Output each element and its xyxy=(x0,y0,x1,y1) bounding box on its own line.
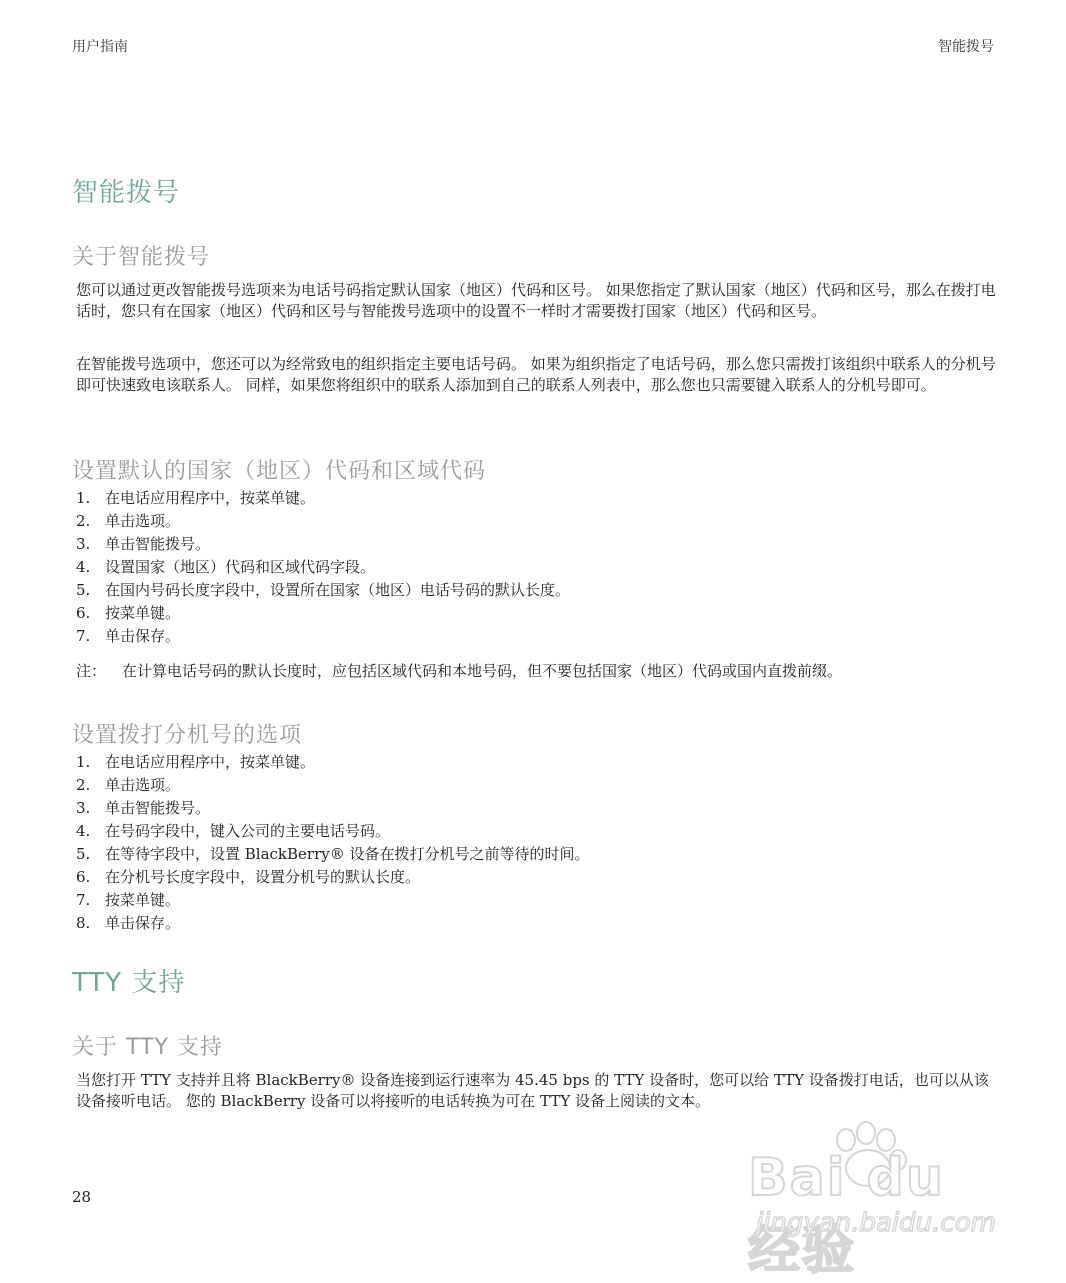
step-number: 6. xyxy=(76,604,91,622)
header-doc-title: 用户指南 xyxy=(72,39,128,55)
step-text: 在国内号码长度字段中，设置所在国家（地区）电话号码的默认长度。 xyxy=(105,581,571,599)
default-codes-step xyxy=(76,556,996,579)
step-number: 4. xyxy=(76,822,91,840)
step-text: 单击保存。 xyxy=(105,627,181,645)
section-title-tty: TTY 支持 xyxy=(72,968,186,998)
default-codes-step xyxy=(76,579,996,602)
step-text: 在电话应用程序中，按菜单键。 xyxy=(105,489,316,507)
step-text: 在分机号长度字段中，设置分机号的默认长度。 xyxy=(105,868,421,886)
default-codes-step xyxy=(76,510,996,533)
step-number: 2. xyxy=(76,512,91,530)
step-number: 7. xyxy=(76,891,91,909)
extension-step xyxy=(76,912,996,935)
note xyxy=(76,661,1016,682)
step-number: 2. xyxy=(76,776,91,794)
default-codes-step xyxy=(76,487,996,510)
default-codes-step xyxy=(76,625,996,648)
step-number: 3. xyxy=(76,535,91,553)
step-text: 在号码字段中，键入公司的主要电话号码。 xyxy=(105,822,391,840)
step-number: 1. xyxy=(76,753,91,771)
step-text: 单击智能拨号。 xyxy=(105,535,211,553)
step-number: 8. xyxy=(76,914,91,932)
tty-paragraph: 当您打开 TTY 支持并且将 BlackBerry® 设备连接到运行速率为 45.45 bps 的 TTY 设备时，您可以给 TTY 设备拨打电话，也可以从该设备接听电话。 您的 BlackBerry 设备可以将接听的电话转换为可在 TTY 设备上阅读的文本。 xyxy=(76,1071,989,1110)
subsection-title-extension: 设置拨打分机号的选项 xyxy=(72,723,303,748)
step-number: 3. xyxy=(76,799,91,817)
watermark-url: jingyan.baidu.com xyxy=(756,1208,996,1238)
note-label: 注： xyxy=(76,662,107,680)
extension-step xyxy=(76,820,996,843)
about-paragraph-2: 在智能拨号选项中，您还可以为经常致电的组织指定主要电话号码。 如果为组织指定了电话号码，那么您只需拨打该组织中联系人的分机号即可快速致电该联系人。 同样，如果您将组织中的联系人添加到自己的联系人列表中，那么您也只需要键入联系人的分机号即可。 xyxy=(76,355,996,394)
page-number: 28 xyxy=(72,1188,92,1206)
about-paragraph-1: 您可以通过更改智能拨号选项来为电话号码指定默认国家（地区）代码和区号。 如果您指定了默认国家（地区）代码和区号，那么在拨打电话时，您只有在国家（地区）代码和区号与智能拨号选项中的设置不一样时才需要拨打国家（地区）代码和区号。 xyxy=(76,281,996,320)
step-text: 单击智能拨号。 xyxy=(105,799,211,817)
section-title-smart-dial: 智能拨号 xyxy=(72,178,181,208)
extension-step xyxy=(76,843,996,866)
extension-step xyxy=(76,866,996,889)
step-text: 在电话应用程序中，按菜单键。 xyxy=(105,753,316,771)
extension-step xyxy=(76,751,996,774)
step-text: 单击保存。 xyxy=(105,914,181,932)
subsection-title-default-codes: 设置默认的国家（地区）代码和区域代码 xyxy=(72,459,487,484)
note-text: 在计算电话号码的默认长度时，应包括区域代码和本地号码，但不要包括国家（地区）代码或国内直拨前缀。 xyxy=(122,662,843,680)
step-text: 单击选项。 xyxy=(105,776,181,794)
extension-steps xyxy=(76,751,996,935)
extension-step xyxy=(76,797,996,820)
extension-step xyxy=(76,774,996,797)
step-number: 5. xyxy=(76,581,91,599)
step-number: 7. xyxy=(76,627,91,645)
watermark xyxy=(748,1120,998,1281)
step-number: 6. xyxy=(76,868,91,886)
extension-step xyxy=(76,889,996,912)
header-section-title: 智能拨号 xyxy=(938,39,994,55)
step-text: 设置国家（地区）代码和区域代码字段。 xyxy=(105,558,376,576)
default-codes-steps xyxy=(76,487,996,648)
default-codes-step xyxy=(76,533,996,556)
step-number: 5. xyxy=(76,845,91,863)
default-codes-step xyxy=(76,602,996,625)
step-text: 按菜单键。 xyxy=(105,891,181,909)
step-text: 在等待字段中，设置 BlackBerry® 设备在拨打分机号之前等待的时间。 xyxy=(105,845,590,863)
subsection-title-about-tty: 关于 TTY 支持 xyxy=(72,1035,223,1060)
subsection-title-about-smart-dial: 关于智能拨号 xyxy=(72,245,211,270)
step-number: 4. xyxy=(76,558,91,576)
step-number: 1. xyxy=(76,489,91,507)
step-text: 单击选项。 xyxy=(105,512,181,530)
step-text: 按菜单键。 xyxy=(105,604,181,622)
watermark-brand: Bai du 经验 xyxy=(748,1148,945,1281)
